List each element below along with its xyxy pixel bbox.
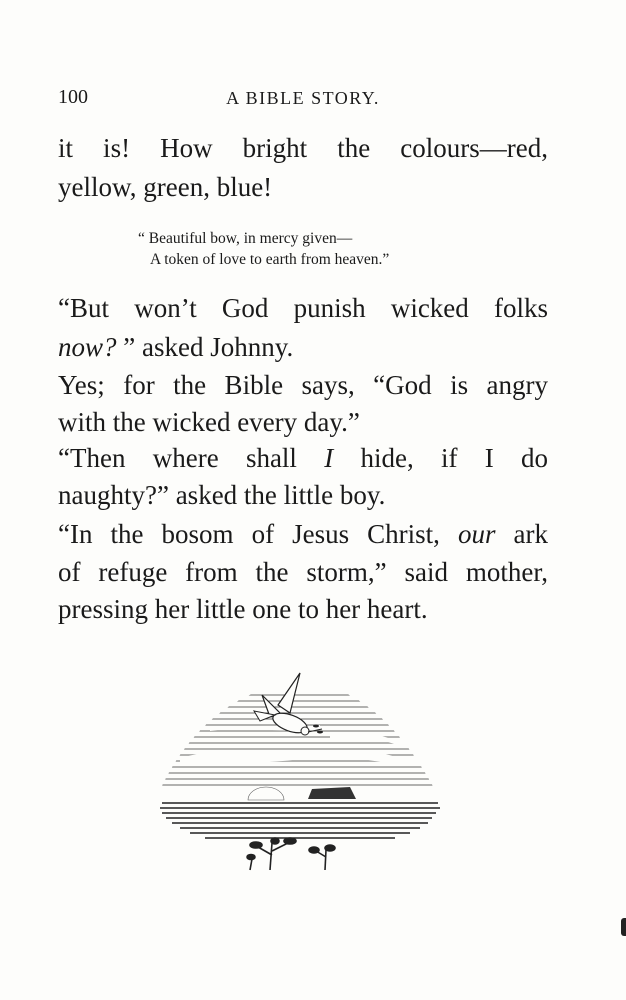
text-line-3: “But won’t God punish wicked folks	[58, 293, 548, 323]
text-line-9-end: ark	[513, 519, 549, 549]
page-header	[58, 86, 548, 112]
italic-word-now: now?	[58, 332, 117, 362]
setting-sun	[248, 787, 284, 800]
flood-water	[160, 803, 440, 838]
text-line-2: yellow, green, blue!	[58, 172, 273, 202]
text-line-4	[58, 330, 548, 364]
page-edge-mark	[621, 918, 626, 936]
text-line-10: of refuge from the storm,” said mother,	[58, 557, 548, 587]
verse-line-1: “ Beautiful bow, in mercy given—	[138, 230, 353, 247]
verse-line-2: A token of love to earth from heaven.”	[150, 251, 390, 268]
ark-silhouette	[308, 787, 356, 799]
sky-hatching	[150, 695, 450, 785]
text-line-4-rest: ” asked Johnny.	[123, 332, 294, 362]
text-line-7-end: hide, if I do	[360, 443, 548, 473]
italic-word-our: our	[457, 519, 496, 549]
plants	[247, 838, 335, 870]
running-title: A BIBLE STORY.	[226, 88, 380, 108]
text-line-11: pressing her little one to her heart.	[58, 594, 428, 624]
text-line-5: Yes; for the Bible says, “God is angry	[58, 370, 548, 400]
text-line-6: with the wicked every day.”	[58, 407, 360, 437]
italic-word-i: I	[324, 443, 334, 473]
text-line-7	[58, 441, 548, 475]
text-line-9-start: “In the bosom of Jesus Christ,	[58, 519, 440, 549]
text-line-1: it is! How bright the colours—red,	[58, 133, 548, 163]
dove-over-flood-engraving-icon	[150, 665, 450, 895]
text-line-9	[58, 517, 548, 551]
text-line-7-start: “Then where shall	[58, 443, 297, 473]
text-line-8: naughty?” asked the little boy.	[58, 480, 386, 510]
page-number: 100	[58, 86, 88, 108]
